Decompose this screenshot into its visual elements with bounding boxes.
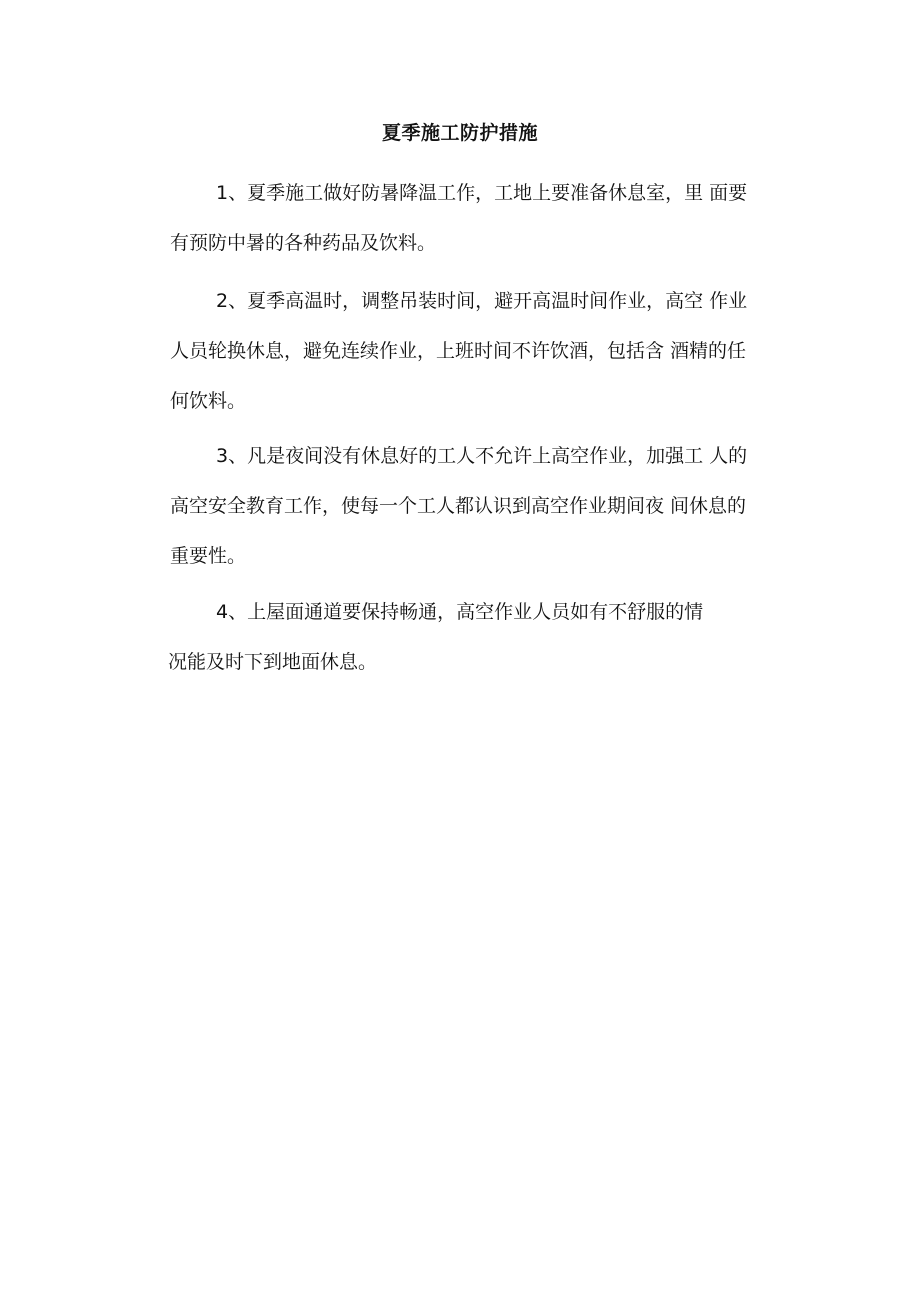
paragraph-4 xyxy=(170,587,785,687)
paragraph-line: 人员轮换休息，避免连续作业，上班时间不许饮酒，包括含 酒精的任 xyxy=(170,340,747,362)
paragraph-line: 高空安全教育工作，使每一个工人都认识到高空作业期间夜 间休息的 xyxy=(170,495,747,517)
paragraph-line: 况能及时下到地面休息。 xyxy=(168,651,378,673)
paragraph-3 xyxy=(170,431,785,581)
paragraph-line: 3、凡是夜间没有休息好的工人不允许上高空作业，加强工 人的 xyxy=(216,445,748,467)
paragraph-line: 有预防中暑的各种药品及饮料。 xyxy=(170,232,437,254)
document-title: 夏季施工防护措施 xyxy=(381,122,538,144)
paragraph-line: 何饮料。 xyxy=(170,390,247,412)
paragraph-2 xyxy=(170,276,785,426)
paragraph-line: 1、夏季施工做好防暑降温工作，工地上要准备休息室，里 面要 xyxy=(216,182,748,204)
paragraph-line: 2、夏季高温时，调整吊装时间，避开高温时间作业，高空 作业 xyxy=(216,290,748,312)
paragraph-1 xyxy=(170,168,785,268)
paragraph-line: 重要性。 xyxy=(170,545,247,567)
paragraph-line: 4、上屋面通道要保持畅通，高空作业人员如有不舒服的情 xyxy=(216,601,704,623)
